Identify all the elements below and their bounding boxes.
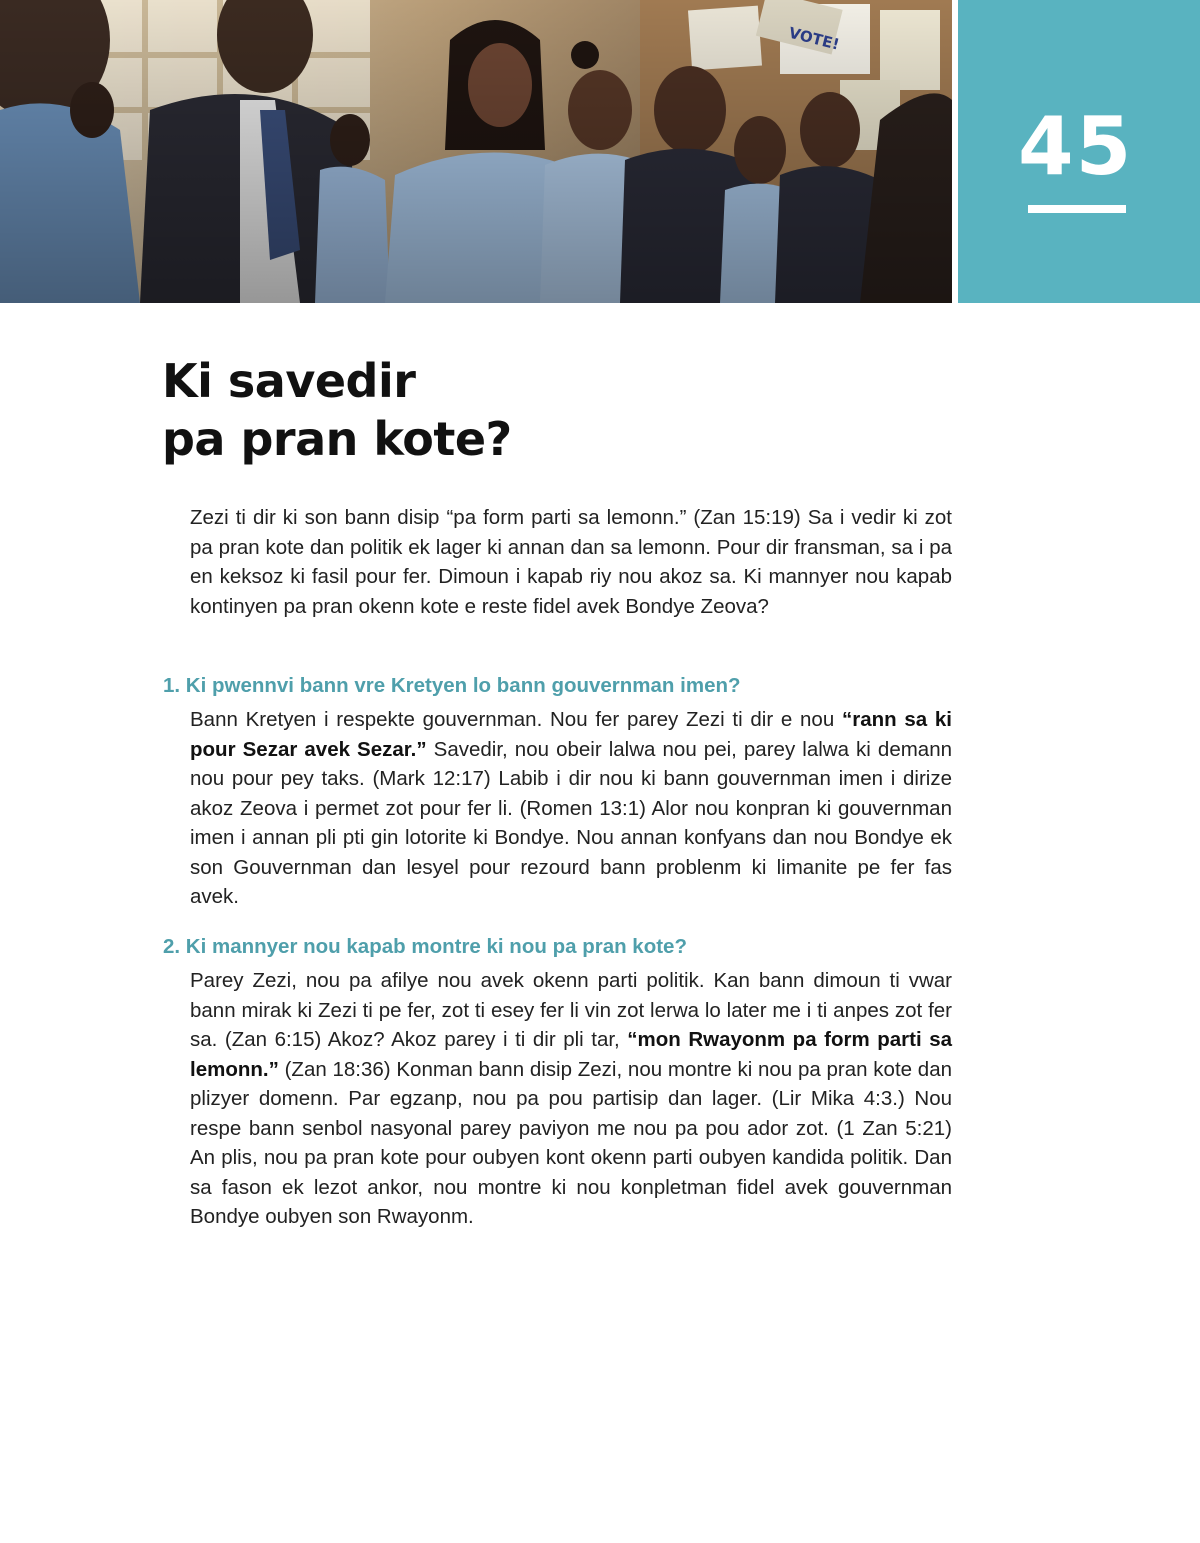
section-1-text-a: Bann Kretyen i respekte gouvernman. Nou fer parey Zezi ti dir e nou bbox=[190, 708, 842, 731]
lesson-number-underline bbox=[1028, 205, 1126, 213]
page-title-line-2: pa pran kote? bbox=[162, 412, 512, 466]
section-2-text-a: Parey Zezi, nou pa afilye nou avek okenn parti politik. Kan bann dimoun ti vwar bann mirak ki Zezi ti pe fer, zot ti esey fer li vin zot lerwa lo later me i ti anpes zot fer sa. (Zan 6:15) Akoz? Akoz parey i ti dir pli tar, bbox=[190, 969, 952, 1051]
section-1-text-c: Savedir, nou obeir lalwa nou pei, parey lalwa ki demann nou pour pey taks. (Mark 12:17) Labib i dir nou ki bann gouvernman imen i dirize akoz Zeova i permet zot pour fer li. (Romen 13:1) Alor nou konpran ki gouvernman imen i annan pli pti gin lotorite ki Bondye. Nou annan konfyans dan nou Bondye ek son Gouvernman dan lesyel pour rezourd bann problenm ki limanite pe fer fas avek. bbox=[190, 737, 953, 908]
question-1-heading: 1. Ki pwennvi bann vre Kretyen lo bann gouvernman imen? bbox=[163, 674, 741, 697]
students-illustration bbox=[0, 0, 952, 303]
section-1-bold-quote: “rann sa ki pour Sezar avek Sezar.” bbox=[190, 708, 952, 761]
section-2-paragraph bbox=[190, 966, 952, 1232]
intro-paragraph: Zezi ti dir ki son bann disip “pa form parti sa lemonn.” (Zan 15:19) Sa i vedir ki zot pa pran kote dan politik ek lager ki annan dan sa lemonn. Pour dir fransman, sa i pa en keksoz ki fasil pour fer. Dimoun i kapab riy nou akoz sa. Ki mannyer nou kapab kontinyen pa pran okenn kote e reste fidel avek Bondye Zeova? bbox=[190, 506, 952, 618]
header-photo bbox=[0, 0, 952, 303]
question-2-heading: 2. Ki mannyer nou kapab montre ki nou pa pran kote? bbox=[163, 935, 687, 958]
section-1-paragraph bbox=[190, 705, 952, 912]
page-title bbox=[162, 352, 512, 468]
section-2-bold-quote: “mon Rwayonm pa form parti sa lemonn.” bbox=[190, 1028, 952, 1081]
section-2-text-c: (Zan 18:36) Konman bann disip Zezi, nou montre ki nou pa pran kote dan plizyer domenn. Par egzanp, nou pa pou partisip dan lager. (Lir Mika 4:3.) Nou respe bann senbol nasyonal parey paviyon me nou pa pou ador zot. (1 Zan 5:21) An plis, nou pa pran kote pour oubyen kont okenn parti oubyen kandida politik. Dan sa fason ek lezot ankor, nou montre ki nou konpletman fidel avek gouvernman Bondye oubyen son Rwayonm. bbox=[190, 1057, 952, 1228]
page-title-line-1: Ki savedir bbox=[162, 354, 416, 408]
lesson-number-panel bbox=[958, 0, 1200, 303]
lesson-number: 45 bbox=[1018, 100, 1134, 193]
